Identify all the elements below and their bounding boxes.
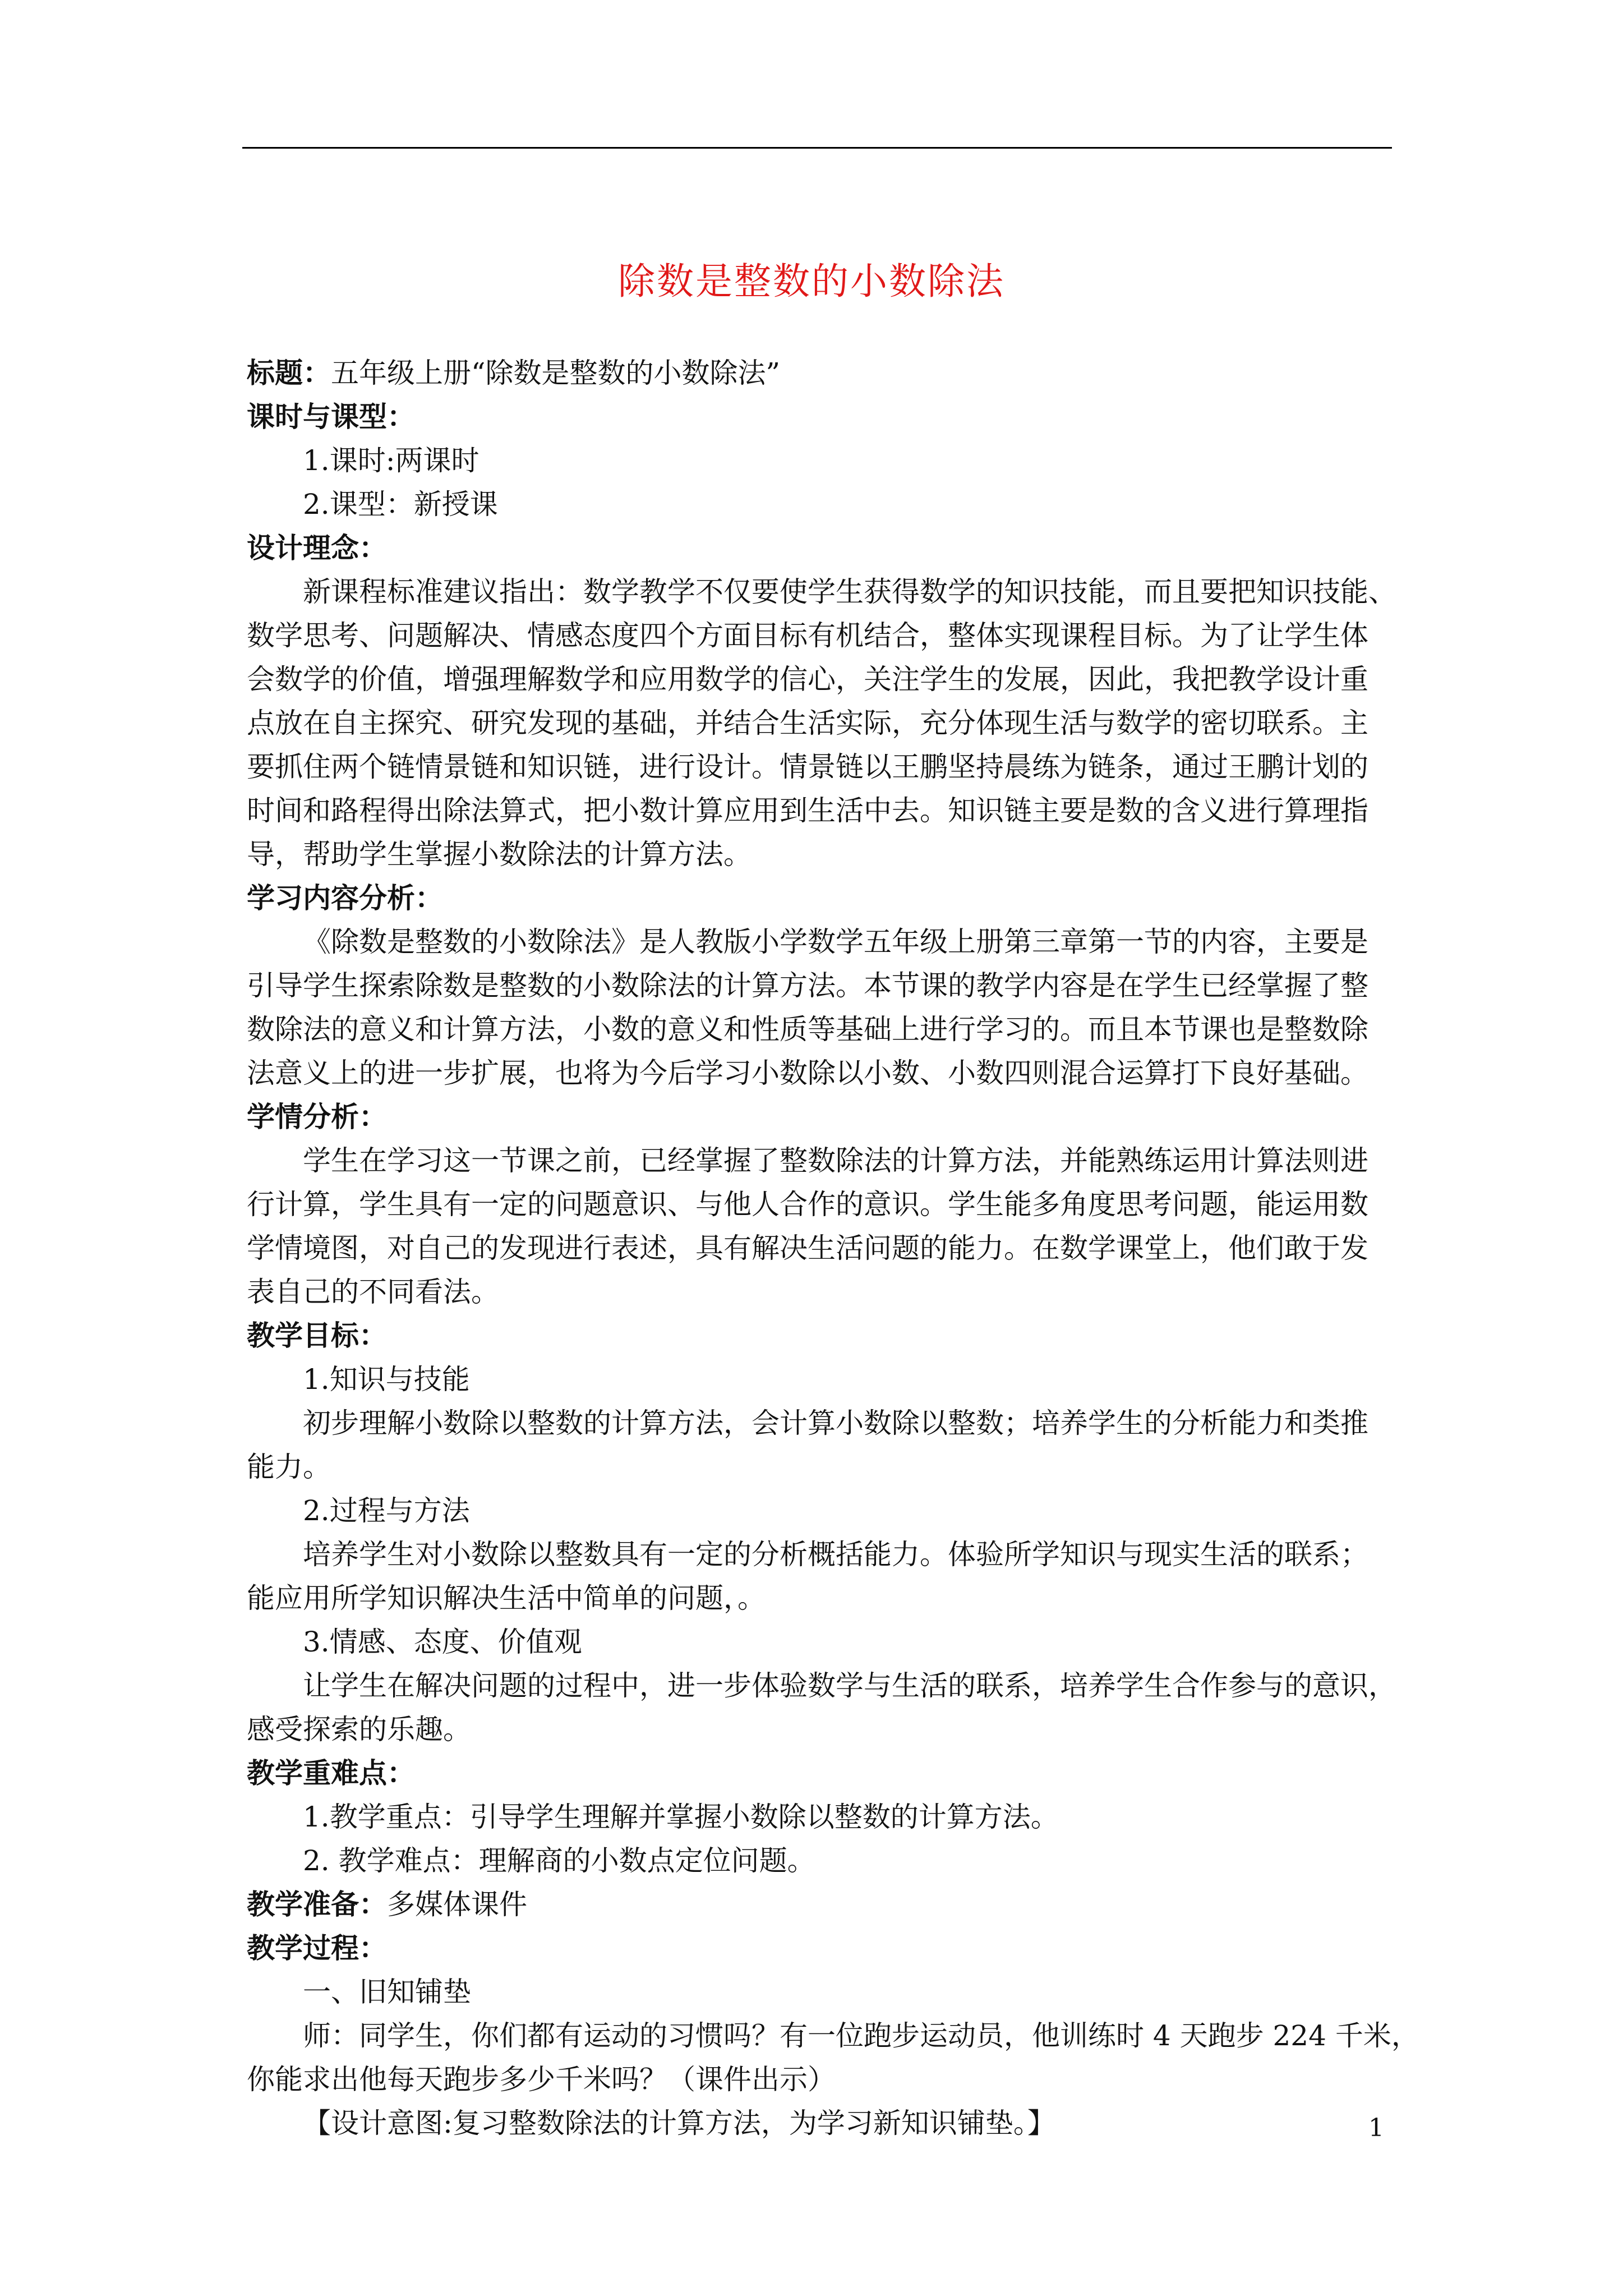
page-number: 1 <box>1368 2114 1384 2142</box>
line-text: 时间和路程得出除法算式，把小数计算应用到生活中去。知识链主要是数的含义进行算理指 <box>247 794 1368 827</box>
text-line <box>247 832 1413 876</box>
text-line <box>247 1664 1413 1708</box>
text-line <box>247 1533 1413 1576</box>
line-text: 2.课型：新授课 <box>303 488 498 521</box>
section-heading: 标题： <box>247 357 331 389</box>
line-text: 一、旧知铺垫 <box>303 1976 471 2008</box>
line-text: 1.教学重点：引导学生理解并掌握小数除以整数的计算方法。 <box>303 1801 1059 1833</box>
line-text: 多媒体课件 <box>387 1888 527 1921</box>
document-title: 除数是整数的小数除法 <box>618 260 1005 303</box>
line-text: 初步理解小数除以整数的计算方法，会计算小数除以整数；培养学生的分析能力和类推 <box>303 1407 1368 1439</box>
text-line <box>247 657 1413 701</box>
line-text: 要抓住两个链情景链和知识链，进行设计。情景链以王鹏坚持晨练为链条，通过王鹏计划的 <box>247 751 1368 783</box>
line-text: 【设计意图:复习整数除法的计算方法，为学习新知识铺垫。】 <box>303 2107 1055 2139</box>
section-heading: 课时与课型： <box>247 401 415 433</box>
text-line <box>247 1051 1413 1095</box>
line-text: 数除法的意义和计算方法，小数的意义和性质等基础上进行学习的。而且本节课也是整数除 <box>247 1013 1368 1046</box>
document-body <box>247 351 1419 2145</box>
text-line <box>247 1445 1413 1489</box>
header-rule <box>242 147 1392 149</box>
line-text: 师：同学生，你们都有运动的习惯吗？有一位跑步运动员，他训练时 4 天跑步 224 千米， <box>303 2019 1419 2052</box>
text-line <box>247 2014 1419 2058</box>
text-line <box>247 1970 1413 2014</box>
text-line <box>247 2058 1413 2101</box>
section-heading: 教学过程： <box>247 1932 387 1964</box>
text-line <box>247 920 1413 964</box>
text-line <box>247 1007 1413 1051</box>
text-line <box>247 1489 1413 1533</box>
section-line <box>247 1883 1413 1926</box>
line-text: 《除数是整数的小数除法》是人教版小学数学五年级上册第三章第一节的内容，主要是 <box>303 926 1368 958</box>
line-text: 数学思考、问题解决、情感态度四个方面目标有机结合，整体实现课程目标。为了让学生体 <box>247 619 1368 652</box>
line-text: 你能求出他每天跑步多少千米吗？（课件出示） <box>247 2063 836 2096</box>
text-line <box>247 1839 1413 1883</box>
text-line <box>247 701 1413 745</box>
line-text: 行计算，学生具有一定的问题意识、与他人合作的意识。学生能多角度思考问题，能运用数 <box>247 1188 1368 1221</box>
text-line <box>247 1708 1413 1751</box>
section-heading: 教学目标： <box>247 1319 387 1352</box>
line-text: 会数学的价值，增强理解数学和应用数学的信心，关注学生的发展，因此，我把教学设计重 <box>247 663 1368 696</box>
line-text: 新课程标准建议指出：数学教学不仅要使学生获得数学的知识技能，而且要把知识技能、 <box>303 576 1396 608</box>
text-line <box>247 745 1413 789</box>
line-text: 五年级上册“除数是整数的小数除法” <box>331 357 781 389</box>
text-line <box>247 1358 1413 1401</box>
line-text: 导，帮助学生掌握小数除法的计算方法。 <box>247 838 751 871</box>
section-line <box>247 395 1413 439</box>
line-text: 引导学生探索除数是整数的小数除法的计算方法。本节课的教学内容是在学生已经掌握了整 <box>247 969 1368 1002</box>
section-line <box>247 1926 1413 1970</box>
section-heading: 设计理念： <box>247 532 387 564</box>
text-line <box>247 2101 1413 2145</box>
section-heading: 学情分析： <box>247 1101 387 1133</box>
line-text: 法意义上的进一步扩展，也将为今后学习小数除以小数、小数四则混合运算打下良好基础。 <box>247 1057 1368 1089</box>
text-line <box>247 1270 1413 1314</box>
line-text: 1.知识与技能 <box>303 1363 470 1396</box>
text-line <box>247 614 1413 657</box>
text-line <box>247 1226 1413 1270</box>
line-text: 能应用所学知识解决生活中简单的问题，。 <box>247 1582 766 1614</box>
text-line <box>247 1139 1413 1182</box>
text-line <box>247 1182 1413 1226</box>
text-line <box>247 439 1413 482</box>
text-line <box>247 570 1413 614</box>
text-line <box>247 1401 1413 1445</box>
text-line <box>247 1795 1413 1839</box>
text-line <box>247 482 1413 526</box>
text-line <box>247 789 1413 832</box>
section-line <box>247 1095 1413 1139</box>
section-line <box>247 876 1413 920</box>
text-line <box>247 964 1413 1007</box>
line-text: 2.过程与方法 <box>303 1494 470 1527</box>
line-text: 3.情感、态度、价值观 <box>303 1626 582 1658</box>
section-heading: 教学重难点： <box>247 1757 415 1789</box>
line-text: 感受探索的乐趣。 <box>247 1713 471 1746</box>
line-text: 2. 教学难点：理解商的小数点定位问题。 <box>303 1844 815 1877</box>
line-text: 培养学生对小数除以整数具有一定的分析概括能力。体验所学知识与现实生活的联系； <box>303 1538 1368 1571</box>
section-heading: 教学准备： <box>247 1888 387 1921</box>
section-heading: 学习内容分析： <box>247 882 443 914</box>
line-text: 让学生在解决问题的过程中，进一步体验数学与生活的联系，培养学生合作参与的意识， <box>303 1669 1396 1702</box>
line-text: 点放在自主探究、研究发现的基础，并结合生活实际，充分体现生活与数学的密切联系。主 <box>247 707 1368 739</box>
line-text: 表自己的不同看法。 <box>247 1276 499 1308</box>
line-text: 能力。 <box>247 1451 331 1483</box>
line-text: 1.课时:两课时 <box>303 444 479 477</box>
line-text: 学情境图，对自己的发现进行表述，具有解决生活问题的能力。在数学课堂上，他们敢于发 <box>247 1232 1368 1264</box>
line-text: 学生在学习这一节课之前，已经掌握了整数除法的计算方法，并能熟练运用计算法则进 <box>303 1144 1368 1177</box>
section-line <box>247 351 1413 395</box>
section-line <box>247 526 1413 570</box>
section-line <box>247 1314 1413 1358</box>
text-line <box>247 1620 1413 1664</box>
section-line <box>247 1751 1413 1795</box>
text-line <box>247 1576 1413 1620</box>
